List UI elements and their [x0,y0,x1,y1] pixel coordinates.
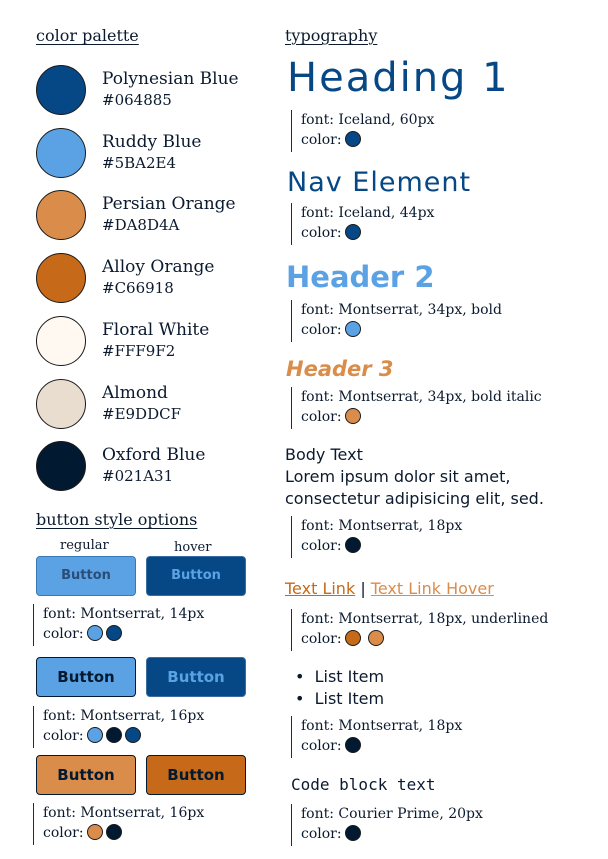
swatch-hex: #C66918 [102,279,174,297]
list-item: • List Item [295,667,385,686]
swatch-name: Oxford Blue [102,445,206,465]
spec-color-label: color: [301,738,342,754]
swatch-name: Ruddy Blue [102,132,202,152]
swatch-floral-white [36,316,266,368]
spec-font: font: Iceland, 44px [301,205,435,221]
color-dot [345,630,361,646]
button-hover-medium[interactable]: Button [146,657,246,697]
spec-color-label: color: [301,132,342,148]
body-label: Body Text [285,445,363,464]
spec-color-label: color: [301,322,342,338]
spec-font: font: Montserrat, 16px [43,708,205,724]
spec-font: font: Montserrat, 18px [301,718,463,734]
link-spec [291,609,548,651]
swatch-persian-orange [36,190,266,242]
buttons-title: button style options [36,510,198,529]
spec-font: font: Courier Prime, 20px [301,806,483,822]
color-dot [106,625,122,641]
color-dot [125,727,141,743]
swatch-hex: #E9DDCF [102,405,181,423]
spec-color-label: color: [43,825,84,841]
color-dot [368,630,384,646]
header2-spec [291,300,502,342]
color-dot [345,737,361,753]
swatch-oxford-blue [36,441,266,493]
swatch-ruddy-blue [36,128,266,180]
button-spec-2 [33,706,204,748]
code-sample: Code block text [291,775,436,794]
text-link-hover[interactable]: Text Link Hover [370,579,494,598]
list-sample [295,666,384,710]
spec-font: font: Montserrat, 16px [43,805,205,821]
spec-color [43,823,204,843]
swatch-name: Alloy Orange [102,257,215,277]
spec-color [43,624,204,644]
regular-label: regular [60,538,109,553]
spec-color [301,130,434,150]
color-dot [87,824,103,840]
swatch-alloy-orange [36,253,266,305]
swatch-circle [36,190,86,240]
button-regular-medium[interactable]: Button [36,657,136,697]
swatch-hex: #FFF9F2 [102,342,176,360]
spec-color-label: color: [301,826,342,842]
swatch-polynesian-blue [36,65,266,117]
button-hover-small[interactable]: Button [146,556,246,596]
swatch-name: Polynesian Blue [102,69,239,89]
spec-color [301,824,483,844]
spec-color-label: color: [301,225,342,241]
button-hover-orange[interactable]: Button [146,755,246,795]
spec-color [301,223,434,243]
button-spec-1 [33,604,204,646]
spec-color-label: color: [301,538,342,554]
nav-sample: Nav Element [287,167,472,198]
body-line: Lorem ipsum dolor sit amet, [285,467,511,486]
swatch-circle [36,379,86,429]
spec-font: font: Montserrat, 18px, underlined [301,611,549,627]
spec-font: font: Montserrat, 34px, bold [301,302,502,318]
heading1-sample: Heading 1 [287,55,510,101]
swatch-almond [36,379,266,431]
link-sample [285,578,494,600]
color-dot [87,727,103,743]
nav-spec [291,203,434,245]
heading1-spec [291,110,434,152]
spec-color [301,536,462,556]
spec-color-label: color: [301,631,342,647]
hover-label: hover [174,540,212,555]
spec-font: font: Iceland, 60px [301,112,435,128]
swatch-circle [36,65,86,115]
swatch-circle [36,128,86,178]
link-separator: | [360,579,366,598]
header3-sample: Header 3 [286,357,394,381]
swatch-name: Persian Orange [102,194,236,214]
swatch-hex: #5BA2E4 [102,154,177,172]
swatch-circle [36,441,86,491]
typography-title: typography [285,26,378,45]
color-dot [106,824,122,840]
color-dot [87,625,103,641]
body-text-sample [285,444,544,510]
text-link[interactable]: Text Link [285,579,356,598]
spec-color [301,407,542,427]
list-item: • List Item [295,689,385,708]
header3-spec [291,387,542,429]
body-line: consectetur adipisicing elit, sed. [285,489,544,508]
palette-title: color palette [36,26,139,45]
color-dot [106,727,122,743]
spec-font: font: Montserrat, 14px [43,606,205,622]
spec-color-label: color: [301,409,342,425]
button-spec-3 [33,803,204,845]
code-spec [291,804,483,846]
spec-color [43,726,204,746]
spec-color-label: color: [43,728,84,744]
spec-color-label: color: [43,626,84,642]
color-dot [345,825,361,841]
spec-font: font: Montserrat, 18px [301,518,463,534]
body-spec [291,516,462,558]
spec-color [301,629,548,649]
button-regular-orange[interactable]: Button [36,755,136,795]
swatch-circle [36,253,86,303]
swatch-circle [36,316,86,366]
color-dot [345,537,361,553]
swatch-hex: #DA8D4A [102,216,180,234]
header2-sample: Header 2 [286,260,435,294]
swatch-hex: #064885 [102,91,172,109]
color-dot [345,321,361,337]
swatch-name: Almond [102,383,168,403]
button-regular-small[interactable]: Button [36,556,136,596]
swatch-name: Floral White [102,320,210,340]
color-dot [345,131,361,147]
color-dot [345,224,361,240]
list-spec [291,716,462,758]
spec-color [301,320,502,340]
color-dot [345,408,361,424]
spec-color [301,736,462,756]
swatch-hex: #021A31 [102,467,174,485]
spec-font: font: Montserrat, 34px, bold italic [301,389,542,405]
